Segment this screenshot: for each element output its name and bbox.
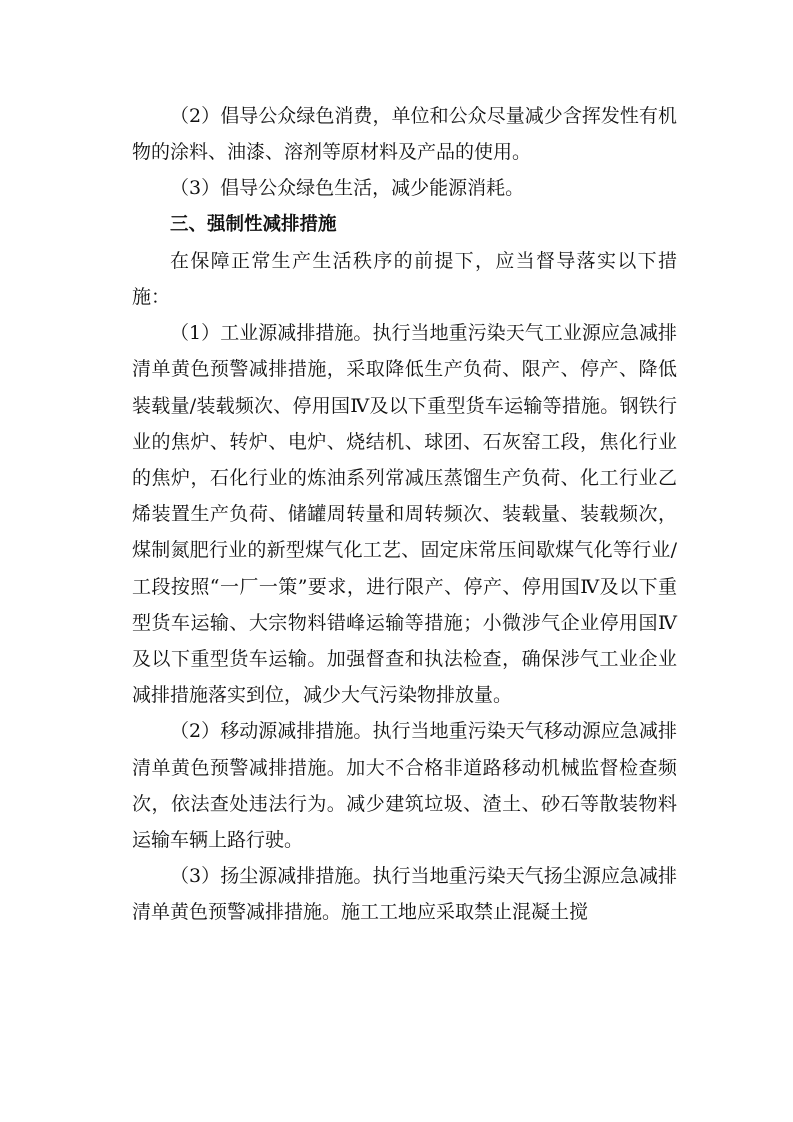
paragraph-industrial-source: （1）工业源减排措施。执行当地重污染天气工业源应急减排清单黄色预警减排措施，采取降低生产负荷、限产、停产、降低装载量/装载频次、停用国Ⅳ及以下重型货车运输等措施。钢铁行业的焦炉、转炉、电炉、烧结机、球团、石灰窑工段，焦化行业的焦炉，石化行业的炼油系列常减压蒸馏生产负荷、化工行业乙烯装置生产负荷、储罐周转量和周转频次、装载量、装载频次，煤制氮肥行业的新型煤气化工艺、固定床常压间歇煤气化等行业/工段按照“一厂一策”要求，进行限产、停产、停用国Ⅳ及以下重型货车运输、大宗物料错峰运输等措施；小微涉气企业停用国Ⅳ及以下重型货车运输。加强督查和执法检查，确保涉气工业企业减排措施落实到位，减少大气污染物排放量。 — [132, 322, 677, 707]
paragraph-green-living: （3）倡导公众绿色生活，减少能源消耗。 — [170, 177, 525, 200]
paragraph-dust-source: （3）扬尘源减排措施。执行当地重污染天气扬尘源应急减排清单黄色预警减排措施。施工工地应采取禁止混凝土搅 — [132, 865, 677, 924]
document-body — [132, 98, 677, 931]
paragraph-intro: 在保障正常生产生活秩序的前提下，应当督导落实以下措施： — [132, 249, 677, 309]
paragraph-mobile-source: （2）移动源减排措施。执行当地重污染天气移动源应急减排清单黄色预警减排措施。加大不合格非道路移动机械监督检查频次，依法查处违法行为。减少建筑垃圾、渣土、砂石等散装物料运输车辆上路行驶。 — [132, 720, 677, 852]
section-heading-mandatory-measures: 三、强制性减排措施 — [170, 213, 337, 235]
paragraph-green-consumption: （2）倡导公众绿色消费，单位和公众尽量减少含挥发性有机物的涂料、油漆、溶剂等原材料及产品的使用。 — [132, 105, 677, 164]
